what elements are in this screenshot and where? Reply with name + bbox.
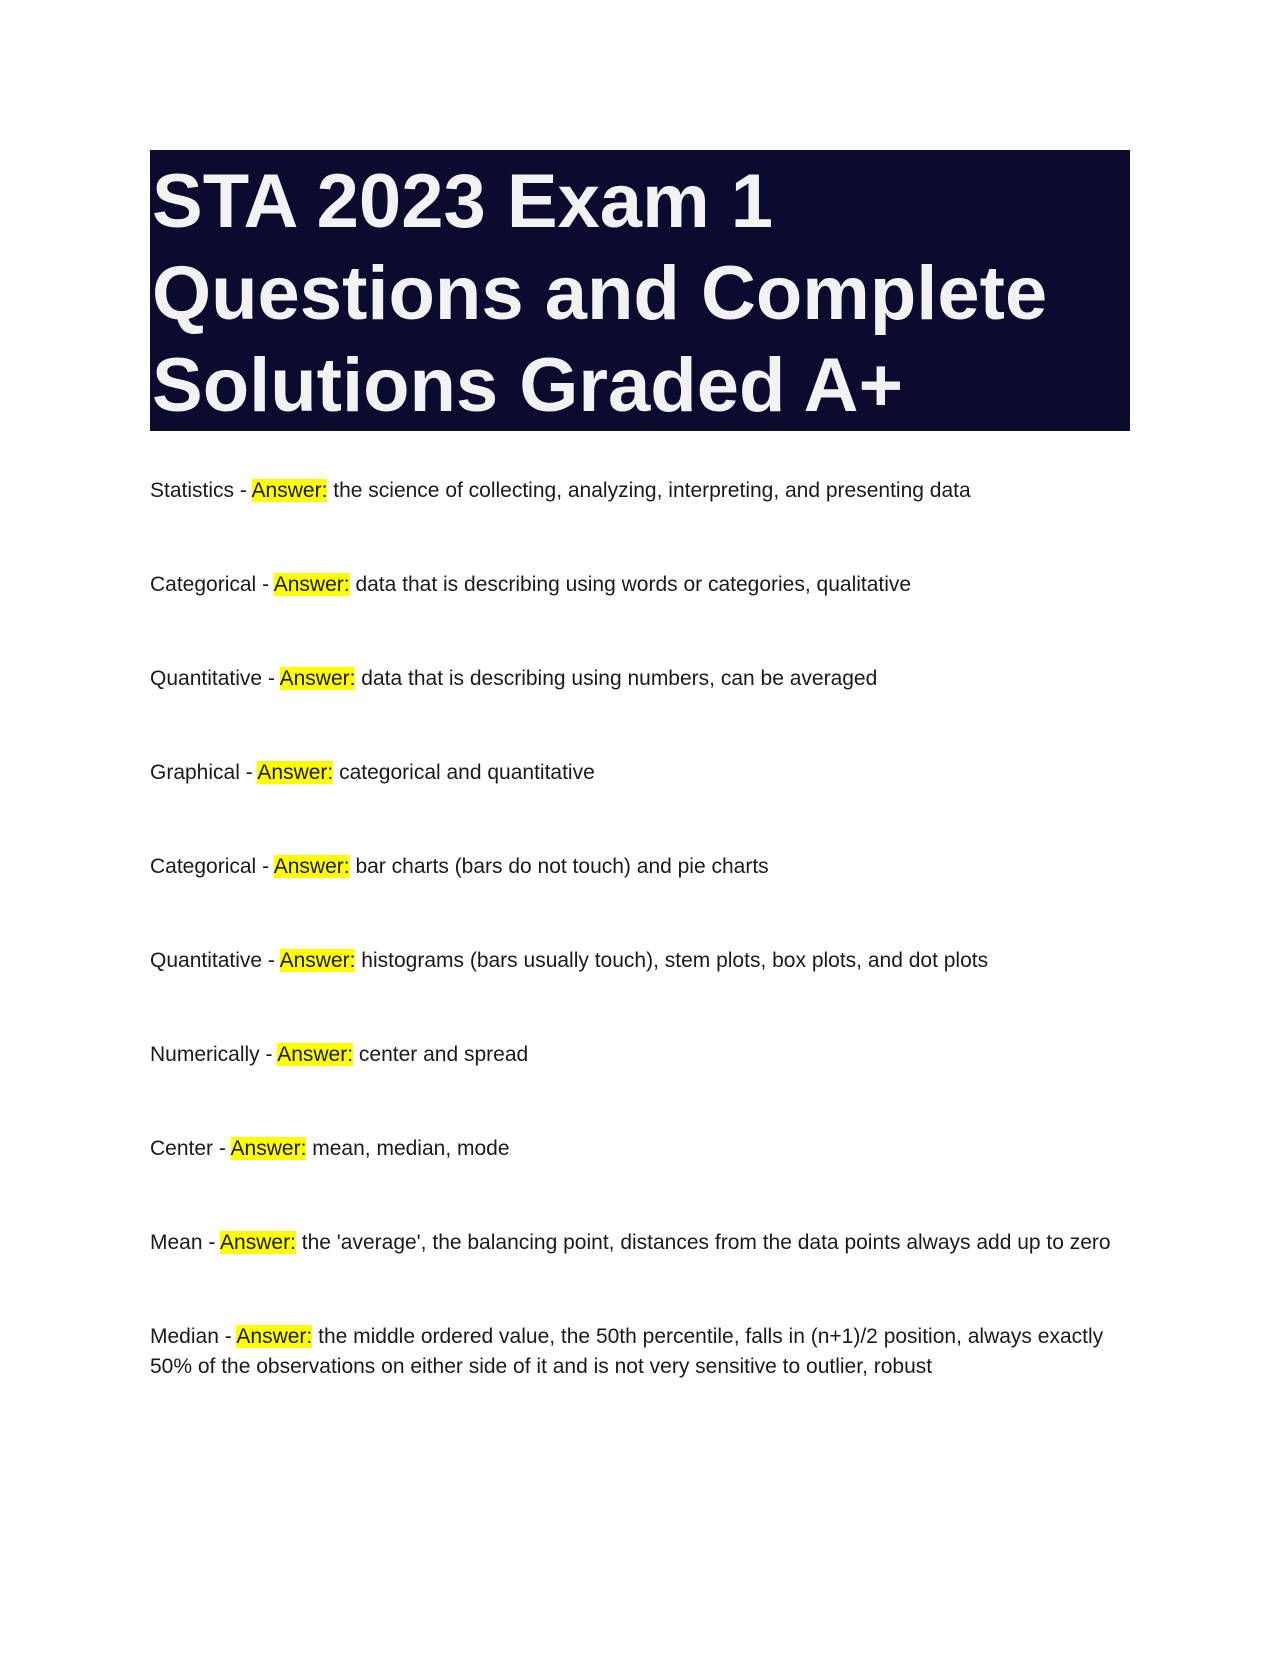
qa-separator: - <box>262 667 280 690</box>
qa-term: Graphical <box>150 761 240 784</box>
answer-label-highlight: Answer: <box>279 667 356 690</box>
qa-answer: the 'average', the balancing point, distances from the data points always add up to zero <box>301 1231 1111 1254</box>
qa-answer: data that is describing using words or categories, qualitative <box>355 573 912 596</box>
qa-item-categorical <box>150 570 1130 600</box>
answer-label-highlight: Answer: <box>273 855 350 878</box>
qa-separator: - <box>218 1325 237 1348</box>
qa-term: Quantitative <box>150 949 263 972</box>
qa-answer: center and spread <box>358 1043 529 1066</box>
qa-separator: - <box>259 1043 278 1066</box>
qa-term: Center <box>150 1137 214 1160</box>
qa-term: Statistics <box>150 479 235 502</box>
qa-term: Mean <box>150 1231 203 1254</box>
qa-item-center <box>150 1134 1130 1164</box>
qa-separator: - <box>213 1137 231 1160</box>
qa-separator: - <box>234 479 252 502</box>
qa-term: Median <box>150 1325 219 1348</box>
answer-label-highlight: Answer: <box>257 761 334 784</box>
qa-item-mean <box>150 1228 1130 1258</box>
qa-item-numerically <box>150 1040 1130 1070</box>
answer-label-highlight: Answer: <box>236 1325 313 1348</box>
answer-label-highlight: Answer: <box>230 1137 307 1160</box>
answer-label-highlight: Answer: <box>251 479 328 502</box>
qa-term: Categorical <box>150 855 257 878</box>
qa-item-quantitative <box>150 664 1130 694</box>
qa-answer: categorical and quantitative <box>339 761 595 784</box>
qa-answer: the middle ordered value, the 50th percentile, falls in (n+1)/2 position, always exactly 50% of the observations on either side of it and is not very sensitive to outlier, robust <box>150 1325 1104 1378</box>
qa-answer: histograms (bars usually touch), stem plots, box plots, and dot plots <box>361 949 989 972</box>
qa-term: Numerically <box>150 1043 260 1066</box>
qa-answer: the science of collecting, analyzing, interpreting, and presenting data <box>333 479 971 502</box>
answer-label-highlight: Answer: <box>279 949 356 972</box>
answer-label-highlight: Answer: <box>277 1043 354 1066</box>
qa-separator: - <box>202 1231 221 1254</box>
qa-answer: mean, median, mode <box>312 1137 510 1160</box>
answer-label-highlight: Answer: <box>220 1231 296 1254</box>
qa-item-median <box>150 1322 1130 1382</box>
answer-label-highlight: Answer: <box>273 573 350 596</box>
document-title: STA 2023 Exam 1 Questions and Complete Solutions Graded A+ <box>152 159 1048 428</box>
qa-answer: bar charts (bars do not touch) and pie charts <box>355 855 769 878</box>
qa-separator: - <box>262 949 280 972</box>
qa-term: Quantitative <box>150 667 263 690</box>
qa-answer: data that is describing using numbers, can be averaged <box>361 667 878 690</box>
qa-item-categorical-graphs <box>150 852 1130 882</box>
qa-term: Categorical <box>150 573 257 596</box>
qa-item-statistics <box>150 476 1130 506</box>
qa-item-graphical <box>150 758 1130 788</box>
document-title-block <box>150 150 1130 431</box>
qa-separator: - <box>239 761 258 784</box>
qa-item-quantitative-graphs <box>150 946 1130 976</box>
qa-separator: - <box>256 855 274 878</box>
qa-separator: - <box>256 573 274 596</box>
